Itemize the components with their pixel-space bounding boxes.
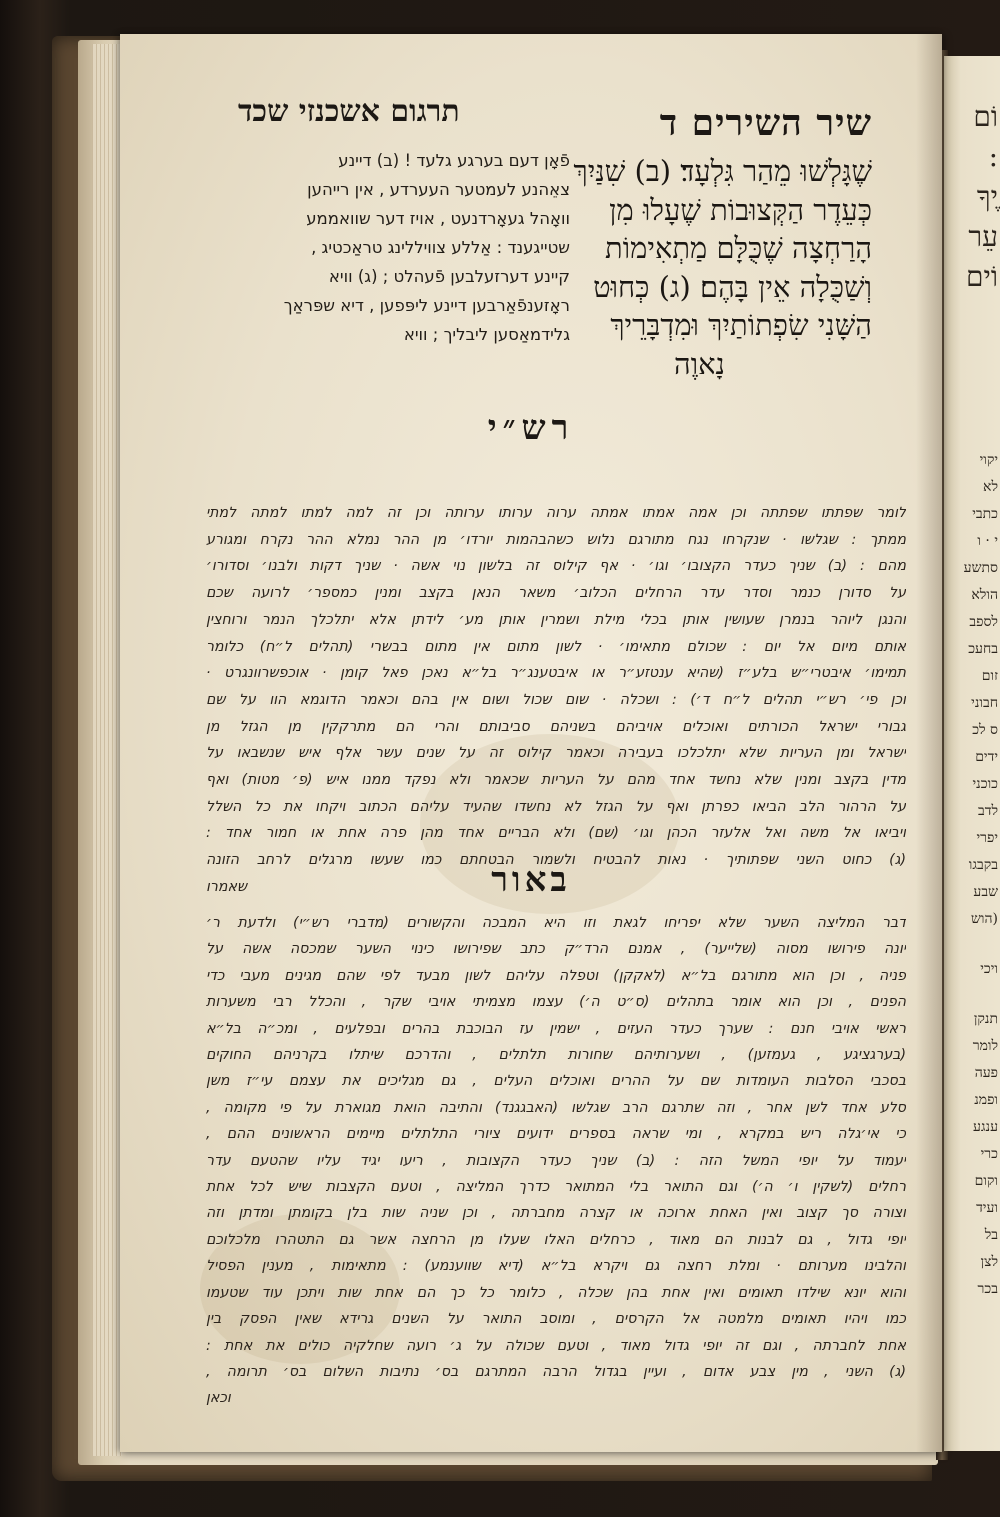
facing-page-fragment: לדב	[977, 803, 998, 819]
rashi-line: לומר שפתתו שפתתה וכן אמה אמתו אמתה ערוה ערותו ערותה וכן זה למה למתו למתה למתי	[206, 505, 906, 521]
facing-page-fragment: סתשע	[963, 560, 998, 576]
facing-page-fragment: ועיד	[976, 1200, 998, 1216]
biur-line: דבר המליצה השער שלא יפריחו לגאת וזו היא המבכה והקשורים (מדברי רש״י) ולדעת ר׳	[206, 915, 906, 931]
biur-line-last: וכאן	[206, 1390, 231, 1407]
hebrew-line-last: נָאוֶה	[674, 346, 725, 381]
facing-page-fragment: חבוני	[971, 695, 998, 711]
biur-line: סלע אחד לשן אחר , וזה שתרגם הרב שגלשו (האבגגנד) והתיבה הואת מגוארת על פי מקומה ,	[206, 1099, 906, 1116]
biur-commentary	[206, 910, 906, 1412]
biur-line: כי אי׳גלה ריש במקרא , ומי שראה בספרים ידועים ציורי התלתלים מיימים הראשונים ההם ,	[206, 1126, 906, 1143]
yiddish-line: קיינע דערזעלבען פֿעהלט ; (ג) וויא	[328, 267, 570, 286]
rashi-line: מהם : (ב) שניך כעדר הקצובו׳ וגו׳ · אף קילוס זה בלשון נוי אשה · שניך דקות ולבנו׳ וסדורו׳	[206, 558, 906, 575]
rashi-line: גבורי ישראל הכורתים ואוכלים אויביהם בשניהם סביבותם והרי הם מתרקקין מן הגזל מן	[206, 718, 906, 735]
biur-line: אחת לחברתה , וגם זה יופי גדול מאוד , וטעם שכולה על ג׳ רועה שחלקיה כולים את אחת :	[206, 1337, 906, 1354]
facing-page-fragment: בחעכ	[968, 641, 998, 657]
rashi-line: ויביאו אל משה ואל אלעזר הכהן וגו׳ (שם) ולא הבריים אחד מהן פרה אחת או חמור אחד :	[206, 825, 906, 842]
facing-page-fragment: כרי	[980, 1146, 998, 1162]
facing-page-fragment: יפרי	[976, 830, 998, 846]
biur-heading: באור	[491, 860, 571, 900]
page-shadow	[916, 34, 942, 1452]
rashi-line: וכן פי׳ רש״י תהלים ל״ח ד׳) : ושכלה · שום שכול ושום אין בהם וכאמר הדוגמא הוו על שם	[206, 691, 906, 708]
facing-page-fragment: כוכני	[972, 776, 998, 792]
facing-page-fragment: כתבי	[972, 506, 998, 522]
facing-page-fragment: לומר	[972, 1038, 998, 1054]
rashi-line: ממתך : שגלשו · שנקרחו נגח מתורגם נלוש כשהבהמות יורדו׳ מן ההר נמלא ההר נקרח ומגורע	[206, 531, 906, 548]
biur-line: הפנים , וכן הוא אומר בתהלים (ס״ט ה׳) עצמו מצמיתי אויבי שקר , והכלל רבי משערות	[206, 994, 906, 1011]
yiddish-line: ראָזענפֿאַרבען דיינע ליפּפען , דיא שפּראַך	[283, 296, 570, 315]
biur-line: והלבינו מערותם · ומלת רחצה גם ויקרא בל״א (דיא שווענמע) : מתאימות , מענין הפסיל	[206, 1258, 906, 1275]
facing-page-fragment: לספב	[969, 614, 998, 630]
facing-page-fragment: (הוש	[970, 911, 998, 927]
facing-page-fragment: לצן	[980, 1254, 998, 1270]
rashi-line: תמימו׳ איבטרי״ש בלע״ז (שהיא ענטזע״ר או איבטענג״ר בל״א נאכן פאל קומן · אוכפשרוונגרט ·	[206, 665, 906, 682]
facing-page-fragment: לא	[983, 479, 998, 495]
yiddish-line: פֿאָן דעם בערגע גלעד ! (ב) דיינע	[338, 151, 570, 170]
facing-page-fragment: ידים	[975, 749, 998, 765]
yiddish-line: גלידמאַסען ליבליך ; וויא	[403, 325, 570, 344]
facing-page-fragment: ופמנ	[974, 1092, 998, 1108]
yiddish-line: צאֵהנע לעמטער העערדע , אין רייהען	[307, 180, 570, 199]
rashi-line: והנגן ליוהר בנמרן שעושין אותן בכלי מילת ושמרין אותן מע׳ לידתן אלא יתלכלך הנמר ורוחצין	[206, 611, 906, 628]
rashi-line: על סדורן כנמר וסדר עדר הרחלים הכלוב׳ משאר הנאן בקצב ומנין כמספר׳ לרועה שכם	[206, 585, 906, 602]
facing-page-fragment: זום	[981, 668, 998, 684]
biur-line: רחלים (לשקין ו׳ ה׳) וגם התואר בלי המתואר כדרך המליצה , וטעם הקצבות שיש לכל אחת	[206, 1179, 906, 1196]
facing-page-fragment: שבע	[973, 884, 998, 900]
facing-page-fragment: ס לכ	[972, 722, 998, 738]
facing-page-fragment: :	[988, 140, 998, 173]
facing-page-fragment: וקום	[974, 1173, 998, 1189]
facing-page-fragment: י · ו	[977, 533, 998, 549]
biur-line: וצורה סך קצוב ואין האחת ארוכה או קצרה מחברתה , וכן שניה שות בלן בקומתן ומדתן וזה	[206, 1205, 906, 1222]
book-page	[120, 34, 942, 1452]
facing-page	[944, 56, 1000, 1451]
yiddish-line: וואָהל געאָרדנעט , אויז דער שוואממע	[306, 209, 570, 228]
rashi-line: אותם מיום אל יום : שכולם מתאימו׳ · לשון מתום אין מתום בבשרי (תהלים ל״ח) כלומר	[206, 638, 906, 655]
facing-page-fragment: ֶיךָ	[976, 180, 998, 213]
hebrew-line: וְשַׁכֻּלָה אֵין בָּהֶם׃ (ג) כְּחוּט	[593, 269, 872, 304]
rashi-line: (ג) כחוט השני שפתותיך · נאות להבטיח ולשמור הבטחתם כמו שעשו מרגלים לרחב הזונה	[206, 852, 906, 869]
facing-page-fragment: עֵר	[968, 220, 998, 253]
running-header-page: תרגום אשכנזי שכד	[238, 94, 460, 129]
facing-page-fragment: יקוי	[979, 452, 998, 468]
facing-page-fragment: תנקן	[973, 1011, 998, 1027]
facing-page-fragment: בקבגו	[968, 857, 998, 873]
yiddish-translation-column	[238, 146, 570, 349]
facing-page-fragment: הולא	[971, 587, 998, 603]
biur-line: יופי גדול , גם לבנות הם מאוד , כרחלים האלו שעלו מן הרחצה אשר גם התטהרו מלכלוכם	[206, 1231, 906, 1248]
rashi-line-last: שאמרו	[206, 878, 248, 895]
biur-line: יונה פירושו מסוה (שלייער) , אמנם הרד״ק כתב שפירושו כינוי השער שמכסה אשה על	[206, 941, 906, 958]
running-header-title: שיר השירים ד	[659, 102, 872, 144]
biur-line: פניה , וכן הוא מתורגם בל״א (לאקקן) וטפלה עליהם לשון מבעד לפי שהם מגינים מעבי כדי	[206, 967, 906, 984]
hebrew-text-column	[527, 152, 872, 383]
facing-page-fragment: בל	[984, 1227, 998, 1243]
rashi-heading: רש״י	[487, 408, 575, 448]
hebrew-line: שֶׁגָּלְשׁוּ מֵהַר גִּלְעָד׃ (ב) שִׁנַּיִךְ	[573, 154, 872, 188]
biur-line: יעמוד על יופי המשל הזה : (ב) שניך כעדר הקצובות , ריעו יגיד עליו שהטעם עדר	[206, 1152, 906, 1169]
biur-line: כמו ויהיו תאומים מלמטה אל הקרסים , ומוסב התואר על השנים גרידא שאין הפסק בין	[206, 1311, 906, 1328]
biur-line: והוא יונא שילדו תאומים ואין אחת בהן שכלה , כלומר כל כך הם אחת שות ויתכן עוד שטעמו	[206, 1284, 906, 1301]
rashi-commentary	[206, 500, 906, 901]
biur-line: (בערגציגע , געמזען) , ושערותיהם שחורות תלתלים , והדרכם שיתלו בקרניהם החוקים	[206, 1047, 906, 1064]
facing-page-fragment: וֹם	[973, 100, 998, 133]
hebrew-line: כְּעֵדֶר הַקְּצוּבוֹת שֶׁעָלוּ מִן	[609, 192, 872, 227]
rashi-line: על הרהור הלב הביאו כפרתן ואף על הגזל לא נחשדו שהעיד עליהם הכתוב ויקחו את כל השלל	[206, 798, 906, 815]
rashi-line: מדין בקצב ומנין שלא נחשד אחד מהם על העריות שכאמר ולא נפקד ממנו איש (פ׳ מטות) ואף	[206, 772, 906, 789]
page-edges	[92, 44, 122, 1456]
facing-page-fragment: וֹים	[966, 260, 998, 293]
rashi-line: ישראל ומן העריות שלא יתלכלכו בעבירה וכאמר קילוס זה על שנים עשר אלף איש שנשבאו על	[206, 745, 906, 762]
biur-line: בסכבי הסלבות העומדות שם על ההרים ואוכלים העלים , גם מגליכים את עצמם עי״ז משן	[206, 1073, 906, 1090]
facing-page-fragment: ויכי	[980, 961, 998, 977]
facing-page-fragment: בכר	[977, 1281, 998, 1297]
facing-page-fragment: ענגע	[972, 1119, 998, 1135]
hebrew-line: הַשָּׁנִי שִׂפְתוֹתַיִךְ וּמִדְבָּרֵיךְ	[610, 308, 872, 342]
biur-line: (ג) השני , מין צבע אדום , ועיין בגדול הרבה המתרגם בס׳ נתיבות השלום בס׳ תרומה ,	[206, 1363, 906, 1380]
biur-line: ראשי אויבי חנם : שערך כעדר העזים , ישמין עז הבוכבת בהרים ובפלעים , ומכ״ה בל״א	[206, 1020, 906, 1037]
yiddish-line: שטייגענד : אַללע צוויללינג טראַכטיג ,	[311, 238, 570, 257]
facing-page-fragment: פעה	[974, 1065, 998, 1081]
hebrew-line: הָרַחְצָה שֶׁכֻּלָּם מַתְאִימוֹת	[605, 231, 872, 265]
